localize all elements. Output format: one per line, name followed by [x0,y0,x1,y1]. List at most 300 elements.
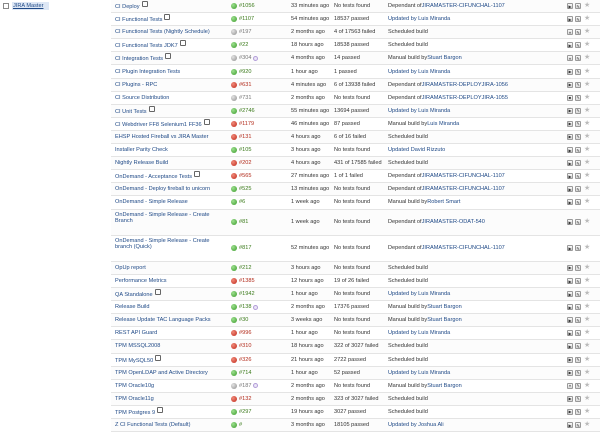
edit-icon[interactable]: ✎ [576,108,580,114]
job-name-link[interactable]: CI Plugin Integration Tests [115,68,181,75]
job-actions [567,79,600,91]
status-failed-icon [231,82,237,88]
job-name-link[interactable]: CI Functional Tests (Nightly Schedule) [115,29,210,36]
job-name-link[interactable]: CI Webdriver FF8 Selenium1 FF36 [115,121,202,128]
build-time: 3 hours ago [291,264,321,271]
edit-icon[interactable]: ✎ [576,304,580,310]
build-number-link[interactable]: #310 [239,343,252,350]
tree-item-jira-master[interactable] [3,2,49,10]
run-icon[interactable]: ▶ [568,370,572,376]
build-cell [231,406,287,418]
cause-link[interactable]: JIRAMASTER-CIFUNCHAL-1107 [421,173,505,180]
favorite-star-icon[interactable]: ★ [584,329,591,337]
build-cause [388,340,543,352]
edit-icon[interactable]: ✎ [576,147,580,153]
favorite-star-icon[interactable]: ★ [584,41,591,49]
build-number-link[interactable]: #304 [239,55,252,62]
build-time: 46 minutes ago [291,120,330,127]
build-number-link[interactable]: #714 [239,369,252,376]
build-cell [231,105,287,117]
build-number-link[interactable]: #1107 [239,16,255,23]
build-cause [388,393,543,405]
test-results: No tests found [334,94,371,101]
job-name-link[interactable]: TPM Oracle11g [115,395,154,402]
build-number-link[interactable]: #817 [239,245,252,252]
project-checkbox[interactable] [3,3,9,9]
edit-icon[interactable]: ✎ [576,278,580,284]
favorite-star-icon[interactable]: ★ [584,80,591,88]
build-cell [231,210,287,235]
test-results: 2722 passed [334,356,367,363]
favorite-star-icon[interactable]: ★ [584,244,591,252]
test-results: No tests found [334,382,371,389]
edit-icon[interactable]: ✎ [576,422,580,428]
edit-icon[interactable]: ✎ [576,95,580,101]
build-cell [231,0,287,12]
build-cell [231,39,287,51]
job-actions [567,39,600,51]
status-success-icon [231,409,237,415]
edit-icon[interactable]: ✎ [576,343,580,349]
job-name-link[interactable]: OpUp report [115,264,146,271]
cause-text: Manual build by [388,120,428,127]
job-actions [567,314,600,326]
build-number-link[interactable]: #131 [239,133,252,140]
run-icon[interactable]: ▶ [568,108,572,114]
test-results: 19 of 26 failed [334,278,370,285]
cause-link[interactable]: JIRAMASTER-CIFUNCHAL-1107 [421,186,505,193]
build-cause [388,354,543,366]
cause-link[interactable]: JIRAMASTER-CIFUNCHAL-1107 [421,3,505,10]
stop-icon[interactable]: ■ [568,95,572,101]
job-actions [567,210,600,235]
lock-icon [155,289,161,295]
run-icon[interactable]: ▶ [568,278,572,284]
edit-icon[interactable]: ✎ [576,383,580,389]
run-icon[interactable]: ▶ [568,291,572,297]
build-number-link[interactable]: #138 [239,304,252,311]
build-cell [231,354,287,366]
status-success-icon [231,147,237,153]
cause-link[interactable]: Updated by Luis Miranda [388,68,451,75]
favorite-star-icon[interactable]: ★ [584,2,591,10]
job-row [111,340,600,353]
edit-icon[interactable]: ✎ [576,291,580,297]
job-name-link[interactable]: Z CI Functional Tests (Default) [115,422,191,429]
build-cause [388,327,543,339]
favorite-star-icon[interactable]: ★ [584,132,591,140]
build-number-link[interactable]: # [239,422,243,429]
job-name-link[interactable]: QA Standalone [115,292,153,299]
favorite-star-icon[interactable]: ★ [584,159,591,167]
job-row [111,92,600,105]
test-results: No tests found [334,3,371,10]
cause-link[interactable]: Updated by Luis Miranda [388,16,451,23]
lock-icon [164,14,170,20]
building-icon [253,305,258,310]
cause-link[interactable]: JIRAMASTER-DEPLOYJIRA-1056 [421,81,509,88]
status-success-icon [231,317,237,323]
edit-icon[interactable]: ✎ [576,186,580,192]
job-name-cell [115,275,227,287]
cause-text: Scheduled build [388,160,428,167]
run-icon[interactable]: ▶ [568,134,572,140]
favorite-star-icon[interactable]: ★ [584,303,591,311]
edit-icon[interactable]: ✎ [576,55,580,61]
favorite-star-icon[interactable]: ★ [584,93,591,101]
build-cause [388,406,543,418]
test-results: No tests found [334,330,371,337]
edit-icon[interactable]: ✎ [576,3,580,9]
run-icon[interactable]: ▶ [568,16,572,22]
run-icon[interactable]: ▶ [568,343,572,349]
build-number-link[interactable]: #202 [239,160,252,167]
status-failed-icon [231,278,237,284]
build-number-link[interactable]: #525 [239,186,252,193]
lock-icon [165,53,171,59]
cause-link[interactable]: Updated by Luis Miranda [388,291,451,298]
test-results: 52 passed [334,369,360,376]
job-name-cell [115,105,227,117]
status-failed-icon [231,173,237,179]
status-success-icon [231,219,237,225]
build-cause [388,380,543,392]
edit-icon[interactable]: ✎ [576,160,580,166]
favorite-star-icon[interactable]: ★ [584,394,591,402]
job-name-link[interactable]: Release Update TAC Language Packs [115,317,211,324]
build-cause [388,131,543,143]
build-number-link[interactable]: #187 [239,382,252,389]
building-icon [253,383,258,388]
job-row [111,144,600,157]
favorite-star-icon[interactable]: ★ [584,355,591,363]
cause-text: Manual build by [388,382,428,389]
job-name-link[interactable]: CI Deploy [115,4,140,11]
cause-link[interactable]: Robert Smart [427,199,461,206]
status-success-icon [231,69,237,75]
project-link[interactable]: JIRA Master [12,2,49,10]
job-actions [567,196,600,208]
test-results: 6 of 13938 failed [334,81,376,88]
cause-text: Manual build by [388,317,428,324]
cause-link[interactable]: Stuart Bargon [427,304,462,311]
job-name-link[interactable]: TPM MySQL50 [115,357,154,364]
test-results: No tests found [334,186,371,193]
build-cell [231,52,287,64]
job-name-link[interactable]: CI Functional Tests [115,17,163,24]
job-name-link[interactable]: OnDemand - Acceptance Tests [115,174,193,181]
status-success-icon [231,16,237,22]
test-results: No tests found [334,317,371,324]
job-row [111,196,600,209]
run-icon[interactable]: ▶ [568,69,572,75]
favorite-star-icon[interactable]: ★ [584,15,591,23]
job-name-cell [115,380,227,392]
run-icon[interactable]: ▶ [568,330,572,336]
job-actions [567,131,600,143]
status-success-icon [231,108,237,114]
disabled-icon[interactable]: ⏸ [569,383,571,389]
edit-icon[interactable]: ✎ [576,199,580,205]
edit-icon[interactable]: ✎ [576,370,580,376]
build-cell [231,275,287,287]
edit-icon[interactable]: ✎ [576,121,580,127]
run-icon[interactable]: ▶ [568,304,572,310]
favorite-star-icon[interactable]: ★ [584,218,591,226]
job-name-cell [115,170,227,182]
favorite-star-icon[interactable]: ★ [584,316,591,324]
run-icon[interactable]: ▶ [568,317,572,323]
cause-link[interactable]: JIRAMASTER-DEPLOYJIRA-1055 [421,94,509,101]
build-number-link[interactable]: #81 [239,219,249,226]
job-name-link[interactable]: TPM MSSQL2008 [115,343,161,350]
job-actions [567,393,600,405]
build-cause [388,367,543,379]
build-number-link[interactable]: #132 [239,395,252,402]
run-icon[interactable]: ▶ [568,219,572,225]
job-actions [567,419,600,431]
job-row [111,406,600,419]
status-failed-icon [231,343,237,349]
cause-link[interactable]: Stuart Bargon [427,317,462,324]
build-number-link[interactable]: #30 [239,317,249,324]
build-time: 1 week ago [291,199,320,206]
disabled-icon[interactable]: ⏸ [569,29,571,35]
build-cell [231,196,287,208]
job-actions [567,406,600,418]
favorite-star-icon[interactable]: ★ [584,290,591,298]
cause-text: Scheduled build [388,278,428,285]
test-results: No tests found [334,291,371,298]
build-cause [388,419,543,431]
job-name-cell [115,288,227,300]
build-cell [231,340,287,352]
cause-link[interactable]: Updated David Rizzuto [388,147,446,154]
build-number-link[interactable]: #197 [239,29,252,36]
cause-link[interactable]: Updated by Luis Miranda [388,369,451,376]
job-name-link[interactable]: CI Source Distribution [115,94,170,101]
run-icon[interactable]: ▶ [568,173,572,179]
job-actions [567,367,600,379]
favorite-star-icon[interactable]: ★ [584,28,591,36]
job-row [111,118,600,131]
run-icon[interactable]: ▶ [568,147,572,153]
build-cause [388,262,543,274]
cause-text: Manual build by [388,199,428,206]
build-number-link[interactable]: #297 [239,408,252,415]
build-time: 4 hours ago [291,160,321,167]
edit-icon[interactable]: ✎ [576,357,580,363]
favorite-star-icon[interactable]: ★ [584,421,591,429]
job-actions [567,170,600,182]
cause-text: Scheduled build [388,343,428,350]
build-number-link[interactable]: #631 [239,81,252,88]
edit-icon[interactable]: ✎ [576,245,580,251]
favorite-star-icon[interactable]: ★ [584,407,591,415]
build-number-link[interactable]: #22 [239,42,249,49]
edit-icon[interactable]: ✎ [576,173,580,179]
run-icon[interactable]: ▶ [568,121,572,127]
build-time: 4 minutes ago [291,81,327,88]
status-disabled-icon [231,95,237,101]
favorite-star-icon[interactable]: ★ [584,368,591,376]
cause-text: Dependant of [388,94,422,101]
edit-icon[interactable]: ✎ [576,42,580,48]
job-name-link[interactable]: Performance Metrics [115,278,167,285]
build-number-link[interactable]: #1385 [239,278,255,285]
cause-link[interactable]: Stuart Bargon [427,55,462,62]
edit-icon[interactable]: ✎ [576,82,580,88]
build-number-link[interactable]: #326 [239,356,252,363]
build-number-link[interactable]: #2746 [239,107,255,114]
job-name-cell [115,262,227,274]
job-name-link[interactable]: TPM OpenLDAP and Active Directory [115,369,208,376]
edit-icon[interactable]: ✎ [576,16,580,22]
build-number-link[interactable]: #6 [239,199,246,206]
favorite-star-icon[interactable]: ★ [584,119,591,127]
favorite-star-icon[interactable]: ★ [584,67,591,75]
run-icon[interactable]: ▶ [568,245,572,251]
job-name-link[interactable]: CI Functional Tests JDK7 [115,43,178,50]
job-name-link[interactable]: REST API Guard [115,330,158,337]
job-name-link[interactable]: TPM Oracle10g [115,382,155,389]
edit-icon[interactable]: ✎ [576,219,580,225]
job-row [111,262,600,275]
build-cause [388,236,543,261]
build-cause [388,157,543,169]
job-actions [567,65,600,77]
build-time: 33 minutes ago [291,3,330,10]
job-row [111,79,600,92]
run-icon[interactable]: ▶ [568,3,572,9]
cause-link[interactable]: Updated by Luis Miranda [388,330,451,337]
build-time: 21 hours ago [291,356,324,363]
status-failed-icon [231,134,237,140]
job-actions [567,340,600,352]
build-cell [231,236,287,261]
run-icon[interactable]: ▶ [568,82,572,88]
cause-link[interactable]: Luis Miranda [427,120,460,127]
build-number-link[interactable]: #105 [239,147,252,154]
edit-icon[interactable]: ✎ [576,134,580,140]
status-disabled-icon [231,29,237,35]
build-cell [231,170,287,182]
job-name-link[interactable]: Nightly Release Build [115,160,169,167]
job-name-cell [115,327,227,339]
job-name-link[interactable]: OnDemand - Simple Release - Create Branch [115,211,210,225]
job-name-link[interactable]: EHSP Hosted Fireball vs JIRA Master [115,133,209,140]
favorite-star-icon[interactable]: ★ [584,185,591,193]
favorite-star-icon[interactable]: ★ [584,146,591,154]
favorite-star-icon[interactable]: ★ [584,54,591,62]
cause-link[interactable]: JIRAMASTER-ODAT-540 [421,219,485,226]
favorite-star-icon[interactable]: ★ [584,106,591,114]
run-icon[interactable]: ▶ [568,357,572,363]
favorite-star-icon[interactable]: ★ [584,172,591,180]
run-icon[interactable]: ▶ [568,409,572,415]
edit-icon[interactable]: ✎ [576,29,580,35]
edit-icon[interactable]: ✎ [576,317,580,323]
job-row [111,39,600,52]
run-icon[interactable]: ▶ [568,160,572,166]
run-icon[interactable]: ▶ [568,186,572,192]
run-icon[interactable]: ▶ [568,42,572,48]
job-row [111,183,600,196]
cause-link[interactable]: Updated by Luis Miranda [388,107,451,114]
status-success-icon [231,304,237,310]
status-failed-icon [231,357,237,363]
favorite-star-icon[interactable]: ★ [584,263,591,271]
build-number-link[interactable]: #212 [239,264,252,271]
favorite-star-icon[interactable]: ★ [584,342,591,350]
build-number-link[interactable]: #920 [239,68,252,75]
job-row [111,52,600,65]
build-cause [388,13,543,25]
test-results: 6 of 16 failed [334,133,367,140]
cause-text: Scheduled build [388,133,428,140]
lock-icon [180,40,186,46]
favorite-star-icon[interactable]: ★ [584,198,591,206]
test-results: No tests found [334,264,371,271]
cause-link[interactable]: Updated by Joshua Ali [388,422,444,429]
edit-icon[interactable]: ✎ [576,330,580,336]
job-name-link[interactable]: CI Integration Tests [115,56,164,63]
job-row [111,367,600,380]
job-row [111,327,600,340]
cause-link[interactable]: Stuart Bargon [427,382,462,389]
job-name-link[interactable]: OnDemand - Simple Release - Create branch (Quick) [115,237,210,251]
job-name-link[interactable]: CI Plugins - RPC [115,81,158,88]
build-time: 52 minutes ago [291,245,330,252]
job-name-cell [115,210,227,237]
job-name-link[interactable]: CI Unit Tests [115,108,147,115]
job-name-link[interactable]: OnDemand - Simple Release [115,199,188,206]
job-name-link[interactable]: TPM Postgres 9 [115,409,156,416]
run-icon[interactable]: ▶ [568,422,572,428]
edit-icon[interactable]: ✎ [576,265,580,271]
build-number-link[interactable]: #731 [239,94,252,101]
job-row [111,26,600,39]
favorite-star-icon[interactable]: ★ [584,277,591,285]
edit-icon[interactable]: ✎ [576,69,580,75]
job-name-cell [115,39,227,51]
status-success-icon [231,42,237,48]
build-number-link[interactable]: #996 [239,330,252,337]
cause-link[interactable]: JIRAMASTER-CIFUNCHAL-1107 [421,245,505,252]
build-number-link[interactable]: #1056 [239,3,255,10]
test-results: 18105 passed [334,422,370,429]
build-number-link[interactable]: #1942 [239,291,255,298]
job-name-link[interactable]: Release Build [115,304,150,311]
run-icon[interactable]: ▶ [568,265,572,271]
build-cell [231,367,287,379]
build-number-link[interactable]: #565 [239,173,252,180]
edit-icon[interactable]: ✎ [576,396,580,402]
job-name-link[interactable]: Installer Parity Check [115,147,168,154]
cause-text: Scheduled build [388,29,428,36]
edit-icon[interactable]: ✎ [576,409,580,415]
build-time: 3 weeks ago [291,317,323,324]
favorite-star-icon[interactable]: ★ [584,381,591,389]
job-row [111,393,600,406]
disabled-icon[interactable]: ⏸ [569,55,571,61]
run-icon[interactable]: ▶ [568,396,572,402]
job-row [111,157,600,170]
job-name-link[interactable]: OnDemand - Deploy fireball to unicorn [115,186,211,193]
build-number-link[interactable]: #1179 [239,120,255,127]
run-icon[interactable]: ▶ [568,199,572,205]
cause-text: Manual build by [388,304,428,311]
